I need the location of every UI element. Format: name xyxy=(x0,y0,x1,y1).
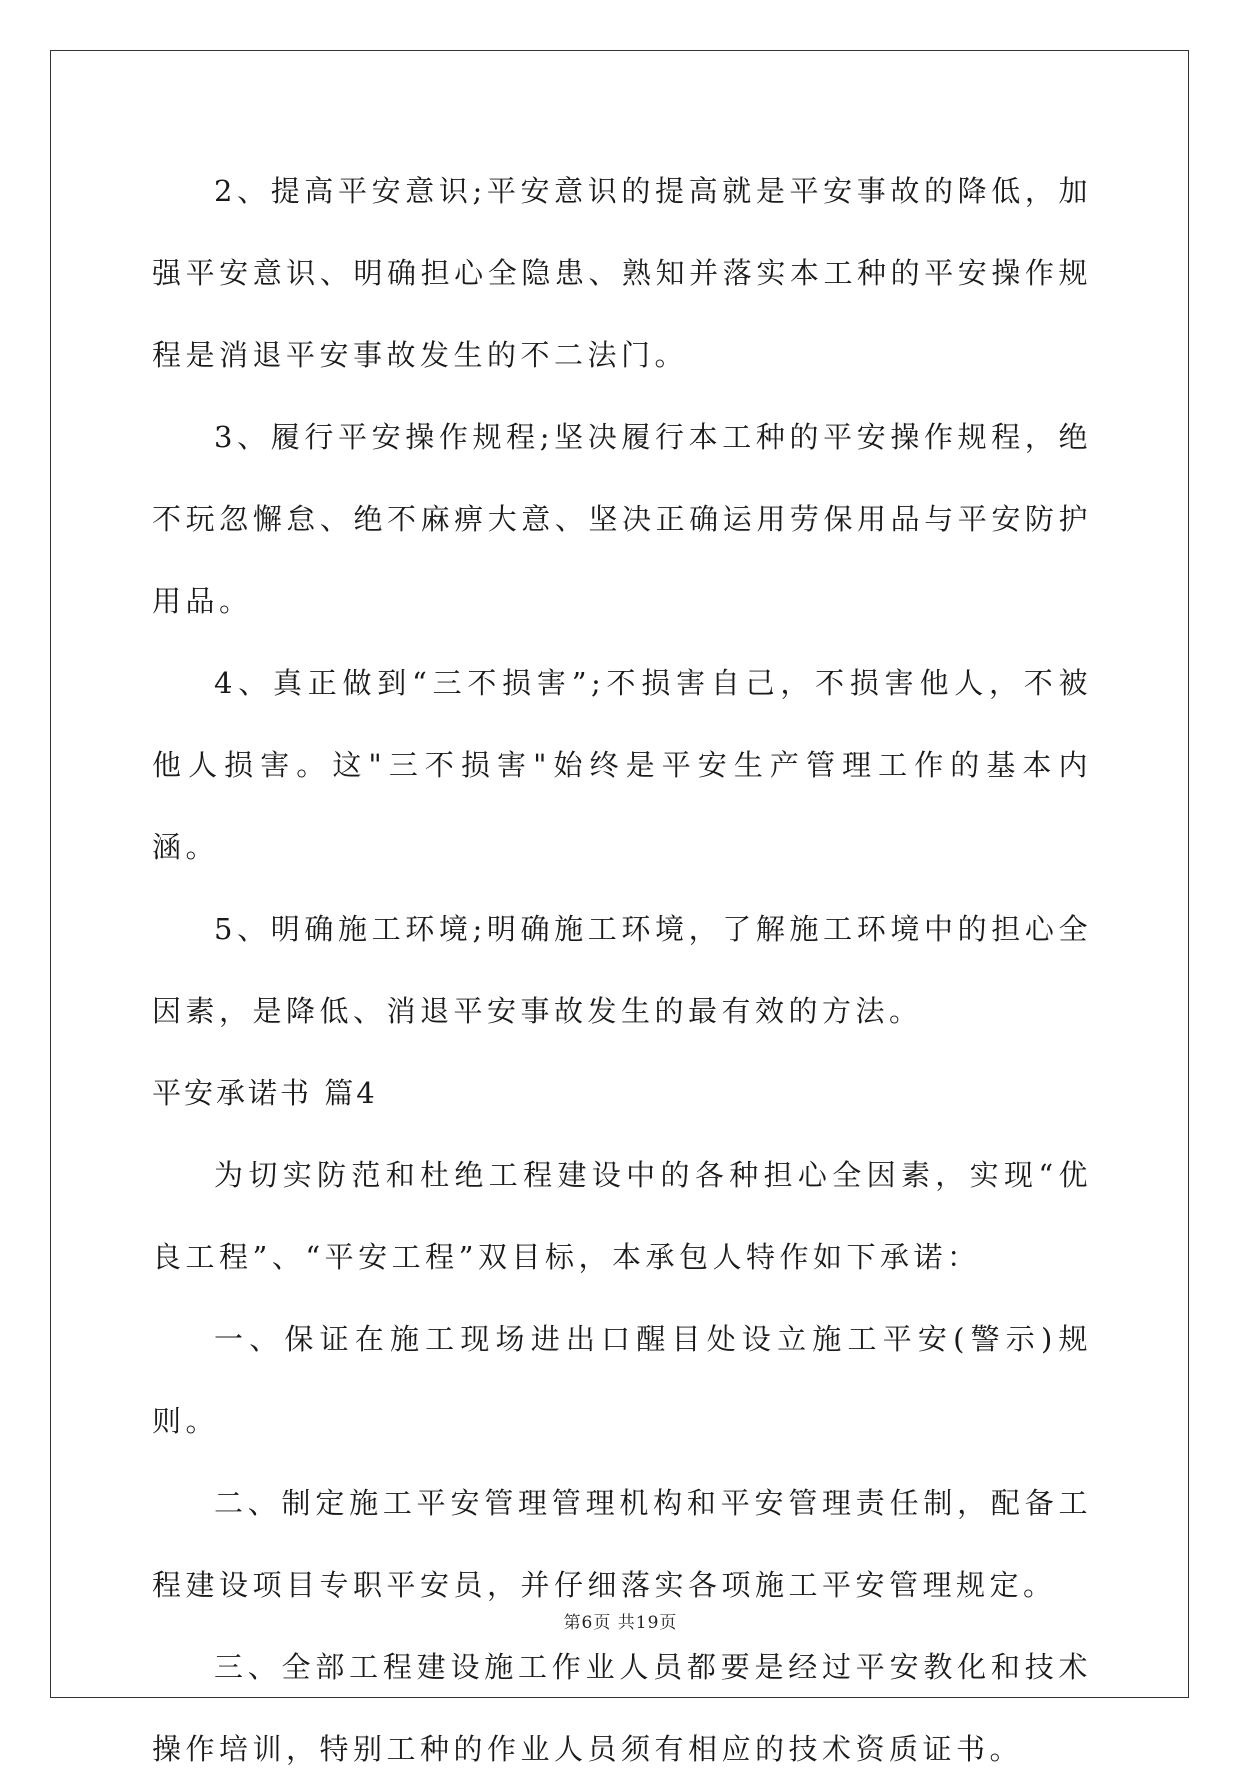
paragraph-commitment-3: 三、全部工程建设施工作业人员都要是经过平安教化和技术操作培训，特别工种的作业人员须有相应的技术资质证书。 xyxy=(152,1650,1092,1766)
document-body xyxy=(152,150,1092,1790)
paragraph-item-4: 4、真正做到“三不损害”;不损害自己，不损害他人，不被他人损害。这"三不损害"始终是平安生产管理工作的基本内涵。 xyxy=(152,666,1092,864)
paragraph-item-2: 2、提高平安意识;平安意识的提高就是平安事故的降低，加强平安意识、明确担心全隐患、熟知并落实本工种的平安操作规程是消退平安事故发生的不二法门。 xyxy=(152,174,1092,372)
paragraph-commitment-1: 一、保证在施工现场进出口醒目处设立施工平安(警示)规则。 xyxy=(152,1322,1092,1438)
paragraph-item-5: 5、明确施工环境;明确施工环境，了解施工环境中的担心全因素，是降低、消退平安事故发生的最有效的方法。 xyxy=(152,912,1092,1028)
section-title: 平安承诺书 篇4 xyxy=(152,1076,378,1110)
page-number: 第6页 共19页 xyxy=(563,1613,678,1633)
paragraph-item-3: 3、履行平安操作规程;坚决履行本工种的平安操作规程，绝不玩忽懈怠、绝不麻痹大意、坚决正确运用劳保用品与平安防护用品。 xyxy=(152,420,1092,618)
paragraph-intro: 为切实防范和杜绝工程建设中的各种担心全因素，实现“优良工程”、“平安工程”双目标，本承包人特作如下承诺： xyxy=(152,1158,1092,1274)
paragraph-commitment-2: 二、制定施工平安管理管理机构和平安管理责任制，配备工程建设项目专职平安员，并仔细落实各项施工平安管理规定。 xyxy=(152,1486,1092,1602)
